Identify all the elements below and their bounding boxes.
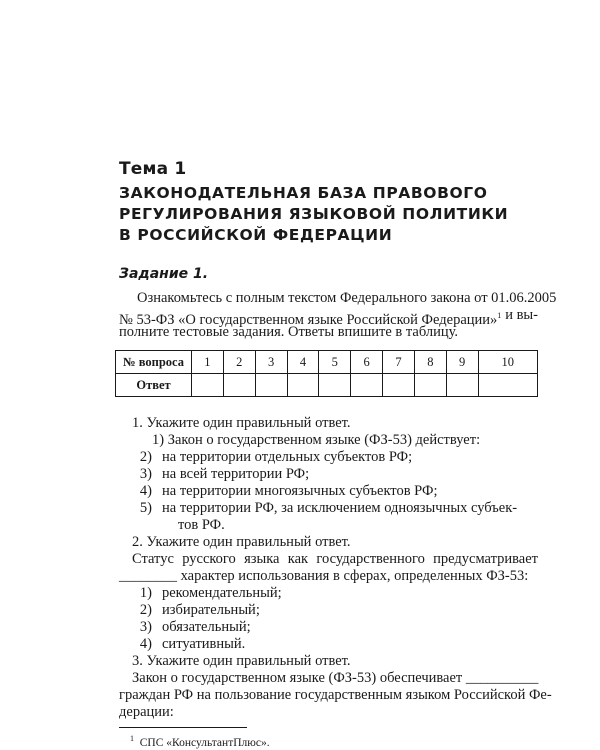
theme-title-line: РЕГУЛИРОВАНИЯ ЯЗЫКОВОЙ ПОЛИТИКИ (119, 205, 509, 223)
footnote-text: СПС «КонсультантПлюс». (139, 736, 270, 749)
table-col-number: 5 (319, 351, 351, 374)
table-col-number: 3 (255, 351, 287, 374)
question-2-option: 3) обязательный; (139, 619, 251, 635)
footnote-divider (119, 727, 247, 728)
question-2-option: 4) ситуативный. (139, 636, 246, 652)
question-3-stem-line: Закон о государственном языке (ФЗ-53) обеспечивает __________ (132, 670, 539, 686)
table-col-number: 8 (414, 351, 446, 374)
question-3-instruction: 3. Укажите один правильный ответ. (132, 653, 351, 669)
table-col-number: 1 (192, 351, 224, 374)
footnote-reference: 1 (497, 311, 502, 320)
answer-cell[interactable] (478, 374, 537, 397)
table-col-number: 6 (351, 351, 383, 374)
question-2-stem-line: Статус русского языка как государственного предусматривает (132, 551, 538, 567)
question-1-option: 5) на территории РФ, за исключением одноязычных субъек- (139, 500, 518, 516)
theme-title (119, 183, 559, 246)
question-1-option: 2) на территории отдельных субъектов РФ; (139, 449, 413, 465)
table-row-questions (116, 351, 538, 374)
question-3-stem-line: граждан РФ на пользование государственным языком Российской Фе- (119, 687, 552, 703)
answer-cell[interactable] (319, 374, 351, 397)
table-header-question: № вопроса (116, 351, 192, 374)
intro-line-3: полните тестовые задания. Ответы впишите в таблицу. (119, 324, 459, 340)
answer-table (115, 350, 538, 397)
footnote (130, 734, 270, 749)
table-header-answer: Ответ (116, 374, 192, 397)
question-2-instruction: 2. Укажите один правильный ответ. (132, 534, 351, 550)
question-2-option: 2) избирательный; (139, 602, 260, 618)
table-col-number: 9 (446, 351, 478, 374)
question-1-option: 3) на всей территории РФ; (139, 466, 310, 482)
answer-cell[interactable] (287, 374, 319, 397)
answer-cell[interactable] (414, 374, 446, 397)
question-2-stem-line: ________ характер использования в сферах, определенных ФЗ-53: (119, 568, 529, 584)
table-col-number: 7 (383, 351, 415, 374)
question-2-option: 1) рекомендательный; (139, 585, 282, 601)
theme-title-line: В РОССИЙСКОЙ ФЕДЕРАЦИИ (119, 226, 393, 244)
table-col-number: 4 (287, 351, 319, 374)
answer-cell[interactable] (446, 374, 478, 397)
table-row-answers (116, 374, 538, 397)
question-1-option-continuation: тов РФ. (178, 517, 225, 533)
footnote-mark: 1 (130, 734, 134, 743)
answer-cell[interactable] (192, 374, 224, 397)
intro-line-2-text: № 53-ФЗ «О государственном языке Российской Федерации» (119, 311, 498, 328)
answer-cell[interactable] (255, 374, 287, 397)
answer-cell[interactable] (223, 374, 255, 397)
question-1-instruction: 1. Укажите один правильный ответ. (132, 415, 351, 431)
question-1-stem: 1) Закон о государственном языке (ФЗ-53) действует: (152, 432, 481, 448)
table-col-number: 2 (223, 351, 255, 374)
answer-cell[interactable] (383, 374, 415, 397)
theme-title-line: ЗАКОНОДАТЕЛЬНАЯ БАЗА ПРАВОВОГО (119, 184, 488, 202)
question-3-stem-line: дерации: (119, 704, 174, 720)
intro-line-2-tail: и вы- (505, 307, 538, 323)
table-col-number: 10 (478, 351, 537, 374)
intro-line-1: Ознакомьтесь с полным текстом Федерального закона от 01.06.2005 (137, 290, 557, 306)
theme-label: Тема 1 (119, 159, 187, 179)
question-1-option: 4) на территории многоязычных субъектов РФ; (139, 483, 438, 499)
task-heading: Задание 1. (119, 266, 209, 282)
answer-cell[interactable] (351, 374, 383, 397)
